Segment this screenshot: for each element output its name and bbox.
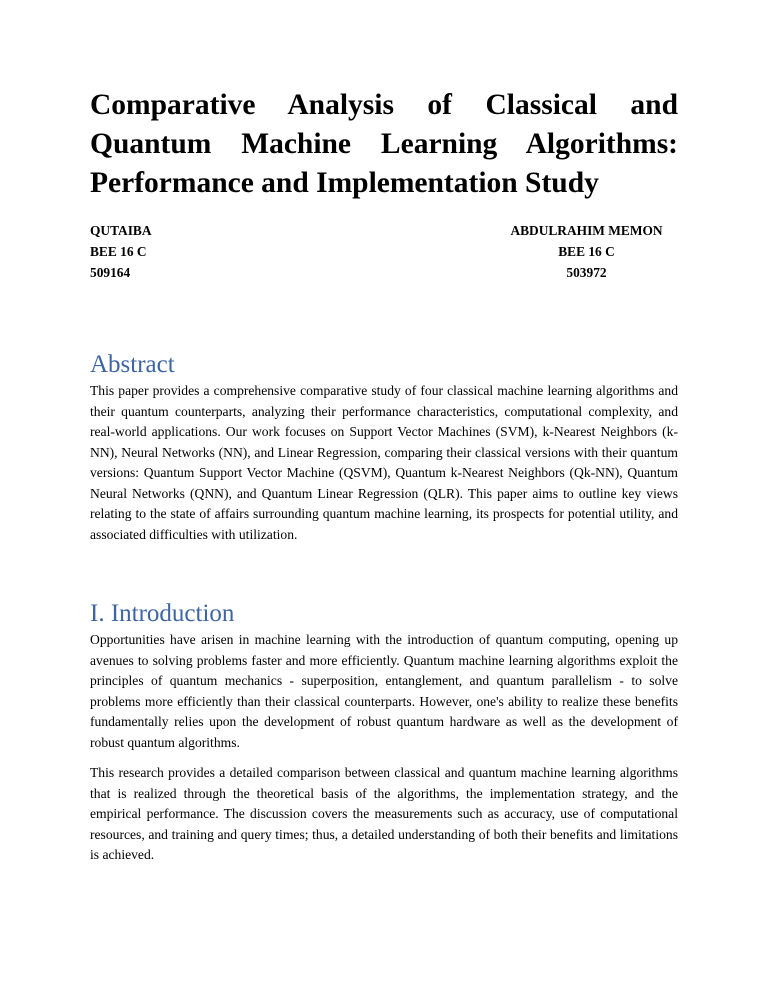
author-id: 509164: [90, 265, 131, 280]
author-class: BEE 16 C: [558, 244, 615, 259]
introduction-paragraph-2: This research provides a detailed comparison between classical and quantum machine learning algorithms that is realized through the theoretical basis of the algorithms, the implementation strategy, and the empirical performance. The discussion covers the measurements such as accuracy, use of computational resources, and training and query times; thus, a detailed understanding of both their benefits and limitations is achieved.: [90, 765, 678, 862]
author-block-2: [495, 220, 678, 283]
abstract-heading: Abstract: [90, 351, 175, 378]
abstract-text: This paper provides a comprehensive comparative study of four classical machine learning algorithms and their quantum counterparts, analyzing their performance characteristics, computational complexity, and real-world applications. Our work focuses on Support Vector Machines (SVM), k-Nearest Neighbors (k-NN), Neural Networks (NN), and Linear Regression, comparing their classical versions with their quantum versions: Quantum Support Vector Machine (QSVM), Quantum k-Nearest Neighbors (Qk-NN), Quantum Neural Networks (QNN), and Quantum Linear Regression (QLR). This paper aims to outline key views relating to the state of affairs surrounding quantum machine learning, its prospects for potential utility, and associated difficulties with utilization.: [90, 383, 678, 542]
author-id: 503972: [566, 265, 607, 280]
author-block-1: [90, 220, 152, 283]
author-name: ABDULRAHIM MEMON: [510, 223, 663, 238]
introduction-paragraph-1: Opportunities have arisen in machine learning with the introduction of quantum computing, opening up avenues to solving problems faster and more efficiently. Quantum machine learning algorithms exploit the principles of quantum mechanics - superposition, entanglement, and quantum parallelism - to solve problems more efficiently than their classical counterparts. However, one's ability to realize these benefits fundamentally relies upon the development of robust quantum hardware as well as the development of robust quantum algorithms.: [90, 632, 678, 750]
author-class: BEE 16 C: [90, 244, 147, 259]
paper-title: Comparative Analysis of Classical and Quantum Machine Learning Algorithms: Performance and Implementation Study: [90, 89, 678, 199]
author-name: QUTAIBA: [90, 223, 152, 238]
introduction-heading: I. Introduction: [90, 600, 235, 627]
